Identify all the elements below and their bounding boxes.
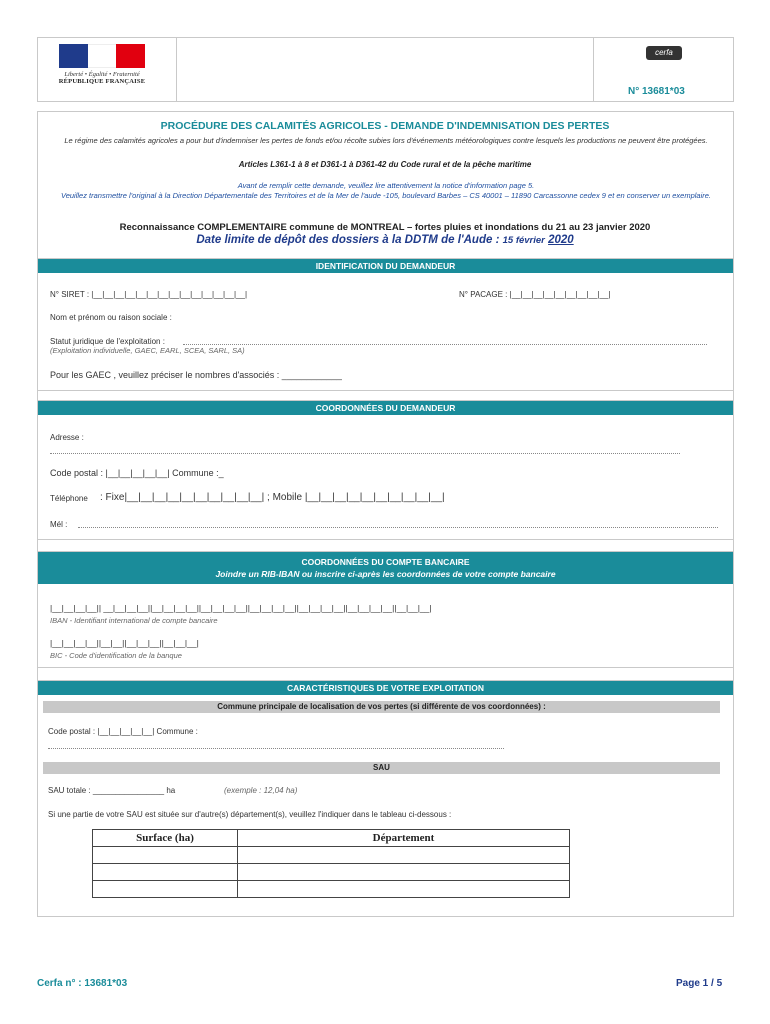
section-header: COORDONNÉES DU DEMANDEUR [38,401,733,415]
commune-input-line[interactable] [48,748,504,749]
table-header-row [93,830,570,847]
iban-label: IBAN - Identifiant international de compte bancaire [50,616,218,625]
table-cell[interactable] [238,881,570,898]
address-input-line[interactable] [50,453,680,454]
status-label: Statut juridique de l'exploitation : [50,337,165,346]
section-header: IDENTIFICATION DU DEMANDEUR [38,259,733,273]
email-label: Mél : [50,520,68,529]
postal-field[interactable]: Code postal : |__|__|__|__|__| Commune :_ [50,468,224,478]
instruction-line: Avant de remplir cette demande, veuillez lire attentivement la notice d'information page 5. [237,181,535,190]
table-cell[interactable] [93,864,238,881]
bank-header-title: COORDONNÉES DU COMPTE BANCAIRE [301,557,470,567]
recognition-text: Reconnaissance COMPLEMENTAIRE commune de MONTREAL – fortes pluies et inondations du 21 au 23 janvier 2020 [119,222,651,233]
iban-field[interactable]: |__|__|__|__|| __|__|__|__||__|__|__|__||__|__|__|__||__|__|__|__||__|__|__|__||__|__|__|__||__|__|__| [50,603,432,613]
name-label: Nom et prénom ou raison sociale : [50,313,172,322]
deadline-year: 2020 [548,234,574,246]
instructions [48,181,724,201]
sau-example: (exemple : 12,04 ha) [224,786,298,795]
header-divider [176,38,177,101]
pacage-field[interactable]: N° PACAGE : |__|__|__|__|__|__|__|__|__| [459,290,611,299]
table-cell[interactable] [93,847,238,864]
footer-cerfa: Cerfa n° : 13681*03 [37,978,128,989]
table-cell[interactable] [93,881,238,898]
table-cell[interactable] [238,847,570,864]
surface-header: Surface (ha) [93,830,238,847]
marianne-flag-icon [59,44,145,68]
logo-motto: Liberté • Égalité • Fraternité [64,71,140,78]
footer-page: Page 1 / 5 [676,978,723,989]
header-box [37,37,734,102]
articles-reference: Articles L361-1 à 8 et D361-1 à D361-42 du Code rural et de la pêche maritime [238,160,532,169]
intro-description: Le régime des calamités agricoles a pour but d'indemniser les pertes de fonds et/ou récolte subies lors d'événements météorologiques contre lesquels les productions ne peuvent être protégées. [64,136,708,145]
cerfa-number: N° 13681*03 [628,86,685,97]
deadline-date: 15 février [502,235,545,246]
departments-table [92,829,570,898]
sau-other-text: Si une partie de votre SAU est située sur d'autre(s) département(s), veuillez l'indiquer dans le tableau ci-dessous : [48,810,452,819]
instruction-line: Veuillez transmettre l'original à la Direction Départementale des Territoires et de la Mer de l'aude -105, boulevard Barbes – CS 40001 – 11890 Carcassonne cedex 9 et en conserver un exemplaire. [60,191,712,200]
farm-postal-field[interactable]: Code postal : |__|__|__|__|__| Commune : [48,727,198,736]
section-header: CARACTÉRISTIQUES DE VOTRE EXPLOITATION [38,681,733,695]
bank-header-subtitle: Joindre un RIB-IBAN ou inscrire ci-après les coordonnées de votre compte bancaire [215,569,556,579]
deadline [0,234,770,246]
address-label: Adresse : [50,433,84,442]
phone-label: Téléphone [50,494,88,503]
email-input-line[interactable] [78,527,718,528]
procedure-title: PROCÉDURE DES CALAMITÉS AGRICOLES - DEMANDE D'INDEMNISATION DES PERTES [160,120,610,132]
table-cell[interactable] [238,864,570,881]
commune-bar: Commune principale de localisation de vos pertes (si différente de vos coordonnées) : [43,701,720,713]
phone-fields[interactable]: : Fixe|__|__|__|__|__|__|__|__|__|__| ; Mobile |__|__|__|__|__|__|__|__|__|__| [100,492,445,503]
logo-name: RÉPUBLIQUE FRANÇAISE [58,78,146,85]
bic-field[interactable]: |__|__|__|__||__|__||__|__|__||__|__|__| [50,638,199,648]
siret-field[interactable]: N° SIRET : |__|__|__|__|__|__|__|__|__|__|__|__|__|__| [50,290,248,299]
deadline-label: Date limite de dépôt des dossiers à la DDTM de l'Aude : [196,234,500,246]
gaec-field[interactable]: Pour les GAEC , veuillez préciser le nombres d'associés : ____________ [50,370,342,380]
sau-bar: SAU [43,762,720,774]
header-divider [593,38,594,101]
department-header: Département [238,830,570,847]
status-input-line[interactable] [183,344,707,345]
table-row [93,847,570,864]
republique-francaise-logo [56,44,148,96]
cerfa-logo: cerfa [646,46,682,60]
status-hint: (Exploitation individuelle, GAEC, EARL, SCEA, SARL, SA) [50,346,245,355]
table-row [93,864,570,881]
table-row [93,881,570,898]
sau-total-field[interactable]: SAU totale : ________________ ha [48,786,176,795]
bic-label: BIC - Code d'identification de la banque [50,651,182,660]
section-header [38,552,733,584]
